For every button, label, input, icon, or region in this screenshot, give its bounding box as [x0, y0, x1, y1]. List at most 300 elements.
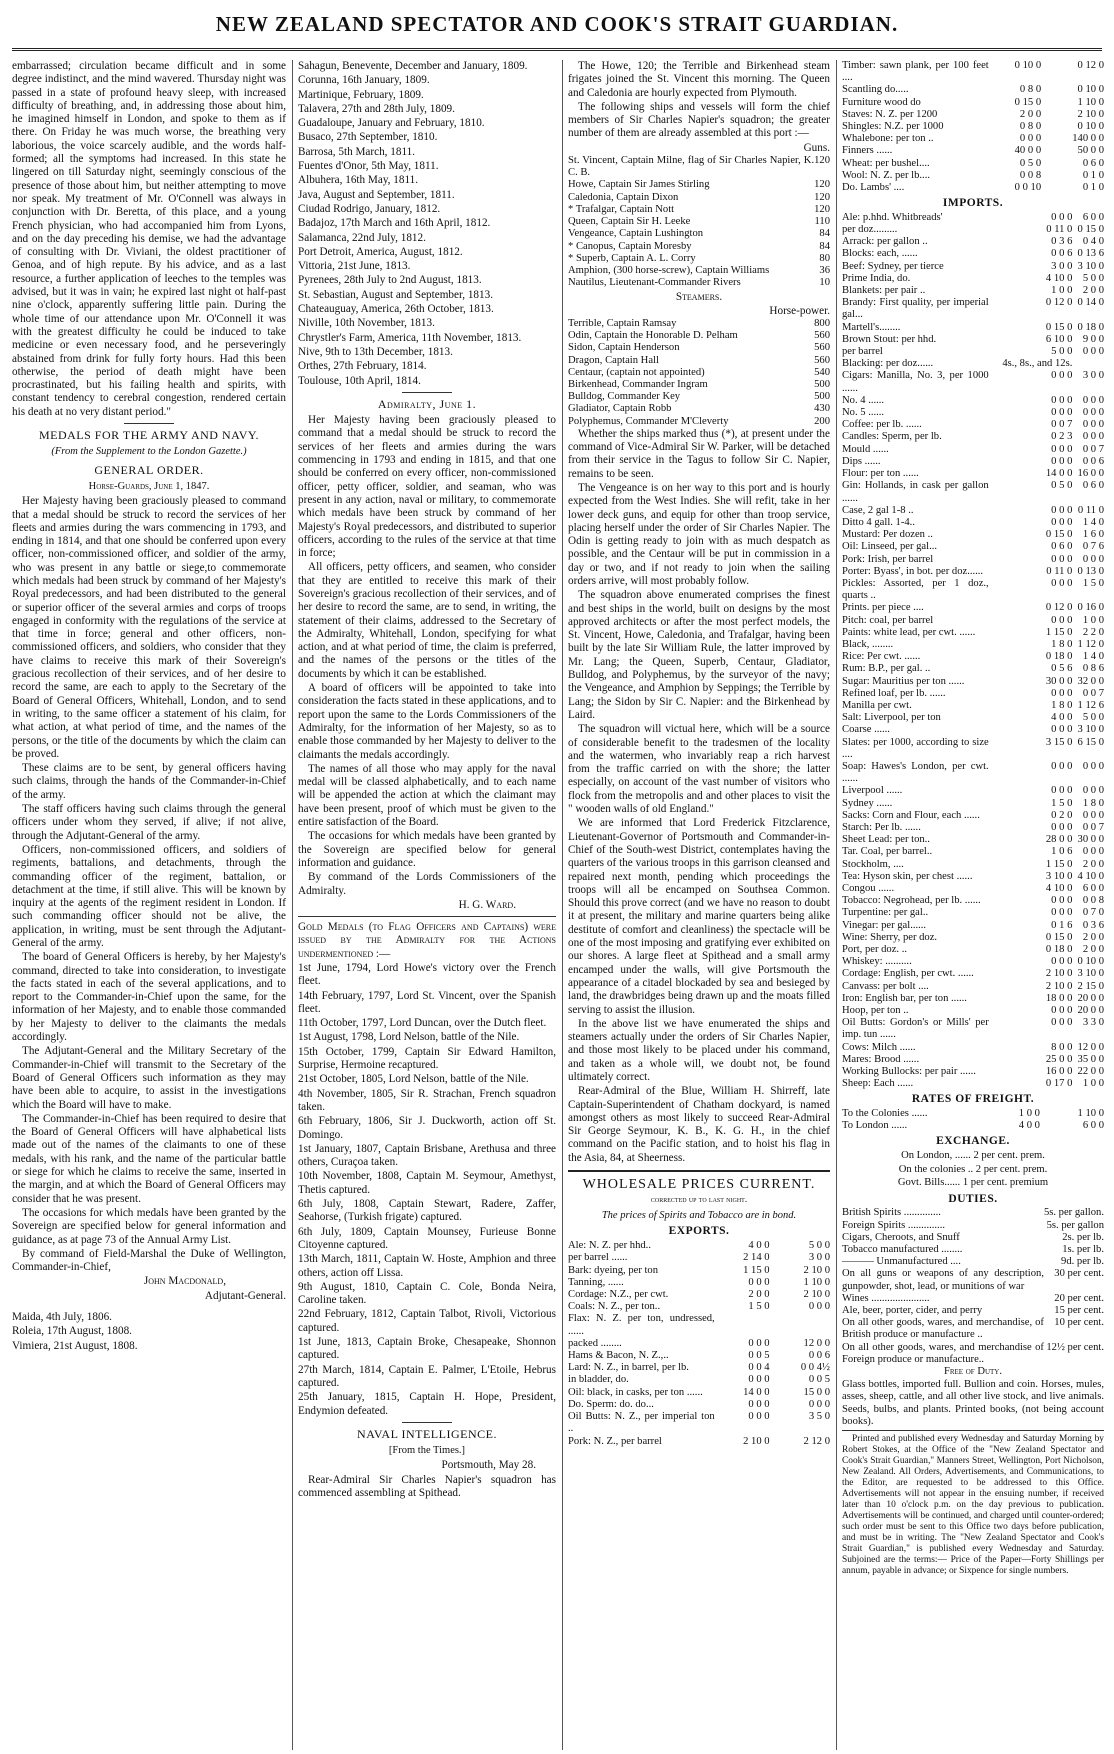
list-item: Port Detroit, America, August, 1812.	[298, 245, 463, 258]
price-row	[842, 273, 1104, 285]
column-divider	[836, 60, 837, 1750]
item-label: Sheet Lead: per ton..	[842, 834, 930, 846]
item-value: 3 10 0	[1077, 260, 1104, 272]
item-value: 1 5 0	[748, 1301, 770, 1313]
exports-title: EXPORTS.	[668, 1224, 730, 1237]
article-heading: Admiralty, June 1.	[377, 396, 477, 411]
list-item: Talavera, 27th and 28th July, 1809.	[298, 102, 455, 115]
item-value: 0 6 0	[1082, 157, 1104, 169]
item-value: 0 0 0	[1082, 785, 1104, 797]
ship-row	[568, 204, 830, 216]
list-item: Java, August and September, 1811.	[298, 188, 455, 201]
price-row	[842, 529, 1104, 541]
item-label: in bladder, do.	[568, 1374, 629, 1386]
item-label: British Spirits ..............	[842, 1207, 941, 1219]
article-heading: MEDALS FOR THE ARMY AND NAVY.	[38, 428, 260, 443]
item-value: 1 0 0	[1082, 1078, 1104, 1090]
price-row	[842, 248, 1104, 260]
order-title: GENERAL ORDER.	[94, 462, 204, 477]
price-row	[568, 1252, 830, 1264]
price-row	[842, 602, 1104, 614]
article-text: The following ships and vessels will form the chief members of Sir Charles Napier's squadron; the greater number of them are already assembled at this port :—	[568, 100, 830, 140]
item-label: Oil: Linseed, per gal...	[842, 541, 938, 553]
steamer-row	[568, 355, 830, 367]
item-value: 1 15 0	[743, 1264, 770, 1276]
item-label: Cigars: Manilla, No. 3, per 1000 ......	[842, 370, 989, 394]
item-value: 560	[814, 354, 830, 366]
exchange-item: Govt. Bills...... 1 per cent. premium	[897, 1177, 1049, 1189]
item-label: * Canopus, Captain Moresby	[568, 240, 692, 252]
steamer-row	[568, 318, 830, 330]
item-label: Polyphemus, Commander M'Cleverty	[568, 415, 729, 427]
free-label: Free of Duty.	[943, 1366, 1003, 1378]
price-row	[842, 688, 1104, 700]
item-label: Coarse ......	[842, 724, 890, 736]
article-text: embarrassed; circulation became difficult and in some degree indistinct, and the mind wavered. Thursday night was passed in a state of profound heavy sleep, with increased difficulty of breathing, and, in addressing those about him, he imagined himself in London, and spoke to them as if there. On Friday he was much worse, the breathing very laborious, the voice scarcely audible, and the words half-formed; all the symptoms had increased. In this state he lingered on till Saturday night, seemingly conscious of the presence of those about him, but neither attempting to move nor speak. My treatment of Mr. O'Connell was always in conjunction with Dr. Beretta, of this place, and a young French physician, who had accompanied him from Lyons, and on the day preceding his demise, we had the advantage of consulting with Dr. Viviani, the oldest practitioner of Genoa, and of high repute. By his advice, and as a last resource, a further application of leeches to the temples was advised, but it was in vain; he expired last night ot half-past nine o'clock, apparently suffering little pain. During the whole time of our attendance upon Mr. O'Connell it was with the greatest difficulty he could be induced to take medicine or even necessary food, and he perseveringly abstained from drink for fully forty hours. Had this been otherwise, the period of death might have been procrastinated, but his failing health and spirits, with constant tendency to cerebral congestion, rendered certain his death at no very distant period."	[12, 60, 286, 418]
article-text: The occasions for which medals have been granted by the Sovereign are specified below for general information and guidance, as at page 73 of the Annual Army List.	[12, 1206, 286, 1246]
item-value: 25 0 0	[1045, 1053, 1073, 1065]
item-value: 0 16 0	[1077, 602, 1104, 614]
imports-table	[842, 212, 1104, 1091]
item-value: 0 2 0	[1051, 809, 1073, 821]
exchange-list	[842, 1150, 1104, 1190]
item-value: 1 4 0	[1082, 651, 1104, 663]
list-item: Maida, 4th July, 1806.	[12, 1311, 112, 1324]
item-value: 0 5 0	[1051, 480, 1073, 492]
item-value: 80	[819, 252, 830, 264]
duties-title: DUTIES.	[948, 1192, 998, 1205]
list-item: 22nd February, 1812, Captain Talbot, Rivoli, Victorious captured.	[298, 1308, 556, 1334]
item-label: Canvass: per bolt ....	[842, 980, 929, 992]
price-row	[568, 1313, 830, 1337]
item-label: Brandy: First quality, per imperial gal...	[842, 297, 989, 321]
item-value: 6 0 0	[1082, 211, 1104, 223]
item-value: 0 0 0	[1051, 956, 1073, 968]
item-label: On all guns or weapons of any description, gunpowder, shot, lead, or munitions of war	[842, 1268, 1044, 1292]
freight-title: RATES OF FREIGHT.	[911, 1093, 1035, 1106]
list-item: 6th February, 1806, Sir J. Duckworth, action off St. Domingo.	[298, 1115, 556, 1141]
item-value: 120	[814, 203, 830, 215]
duties-table	[842, 1207, 1104, 1366]
item-value: 3 3 0	[1082, 1017, 1104, 1029]
price-row	[842, 212, 1104, 224]
item-label: Tobacco manufactured ........	[842, 1244, 963, 1256]
item-value: 2 2 0	[1082, 626, 1104, 638]
freight-table	[842, 1108, 1104, 1132]
item-label: Martell's........	[842, 321, 901, 333]
price-row	[842, 261, 1104, 273]
item-value: 6 0 0	[1082, 1120, 1104, 1132]
ship-row	[568, 155, 830, 179]
item-label: ——— Unmanufactured ....	[842, 1256, 961, 1268]
price-row	[842, 566, 1104, 578]
article-text: Rear-Admiral Sir Charles Napier's squadron has commenced assembling at Spithead.	[298, 1473, 556, 1499]
item-value: 0 0 7	[1051, 419, 1073, 431]
price-row	[568, 1350, 830, 1362]
item-value: 0 0 7	[1082, 821, 1104, 833]
item-value: 14 0 0	[1045, 468, 1073, 480]
item-value: 0 0 0	[1051, 516, 1073, 528]
item-value: 0 0 0	[1082, 553, 1104, 565]
price-row	[568, 1387, 830, 1399]
timber-table	[842, 60, 1104, 194]
price-row	[568, 1265, 830, 1277]
price-row	[842, 993, 1104, 1005]
masthead	[0, 0, 1114, 46]
item-value: 3 15 0	[1045, 736, 1073, 748]
item-label: Caledonia, Captain Dixon	[568, 191, 679, 203]
item-value: 30 0 0	[1045, 675, 1073, 687]
article-source: (From the Supplement to the London Gazette.)	[51, 446, 247, 458]
item-label: Timber: sawn plank, per 100 feet ....	[842, 60, 989, 84]
list-item: Orthes, 27th February, 1814.	[298, 360, 427, 373]
item-label: No. 4 ......	[842, 394, 885, 406]
item-value: 0 0 0	[1082, 760, 1104, 772]
price-row	[842, 737, 1104, 761]
item-label: Paints: white lead, per cwt. ......	[842, 626, 976, 638]
item-value: 0 6 0	[1051, 541, 1073, 553]
item-value: 120	[814, 179, 830, 191]
item-label: Whiskey: ..........	[842, 956, 912, 968]
item-value: 0 0 0	[748, 1337, 770, 1349]
article-text: By command of the Lords Commissioners of the Admiralty.	[298, 871, 556, 897]
item-value: 0 0 0	[748, 1411, 770, 1423]
item-value: 200	[814, 415, 830, 427]
item-label: Ale, beer, porter, cider, and perry	[842, 1305, 983, 1317]
item-label: Wines ......................	[842, 1292, 930, 1304]
price-row	[842, 761, 1104, 785]
ship-row	[568, 192, 830, 204]
item-value: 0 13 6	[1077, 248, 1104, 260]
item-value: 0 0 0	[808, 1398, 830, 1410]
signature: John Macdonald,	[143, 1275, 226, 1288]
item-label: Slates: per 1000, according to size ....	[842, 736, 989, 760]
item-value: 0 0 0	[1051, 907, 1073, 919]
item-value: 8 0 0	[1051, 1041, 1073, 1053]
article-text: Her Majesty having been graciously pleased to command that a medal should be struck to record the services of her fleets and armies during the wars commencing in 1793 and ending in 1815, and that one should be conferred on every officer, non-commissioned officer, petty officer, soldier, and seaman, who was present in any action, naval or military, to commemorate which medals have been struck by command of her Majesty's Royal predecessors, and distributed to superior officers, according to the rules of the service at that time in force;	[298, 414, 556, 560]
item-label: Blacking: per doz......	[842, 358, 934, 370]
item-value: 84	[819, 240, 830, 252]
divider	[402, 1422, 452, 1423]
item-value: 0 0 0	[1051, 724, 1073, 736]
divider	[124, 423, 174, 424]
item-label: Terrible, Captain Ramsay	[568, 317, 677, 329]
item-label: Bark: dyeing, per ton	[568, 1264, 659, 1276]
item-label: * Trafalgar, Captain Nott	[568, 203, 675, 215]
item-value: 1 4 0	[1082, 516, 1104, 528]
list-item: Salamanca, 22nd July, 1812.	[298, 231, 426, 244]
list-item: 21st October, 1805, Lord Nelson, battle of the Nile.	[298, 1073, 529, 1086]
price-row	[842, 145, 1104, 157]
price-row	[842, 676, 1104, 688]
steamer-row	[568, 367, 830, 379]
item-value: 0 0 5	[748, 1350, 770, 1362]
item-value: 1 5 0	[1082, 577, 1104, 589]
item-value: 0 0 6	[1082, 455, 1104, 467]
item-value: 0 0 4½	[800, 1362, 830, 1374]
price-row	[568, 1399, 830, 1411]
item-label: Ale: N. Z. per hhd..	[568, 1240, 651, 1252]
item-label: Pitch: coal, per barrel	[842, 614, 934, 626]
item-value: 430	[814, 403, 830, 415]
item-label: Brown Stout: per hhd.	[842, 333, 937, 345]
item-value: 5s. per gallon.	[1043, 1207, 1104, 1219]
item-label: Oil: black, in casks, per ton ......	[568, 1386, 703, 1398]
item-value: 0 4 0	[1082, 236, 1104, 248]
item-value: 5s. per gallon	[1046, 1219, 1104, 1231]
price-row	[568, 1301, 830, 1313]
item-value: 1 10 0	[1077, 96, 1104, 108]
duty-row	[842, 1317, 1104, 1341]
guns-label: Guns.	[803, 141, 830, 154]
item-label: Prints. per piece ....	[842, 602, 924, 614]
item-value: 0 0 0	[1051, 553, 1073, 565]
item-label: Black, ........	[842, 638, 894, 650]
item-value: 0 0 0	[1019, 133, 1042, 145]
price-row	[842, 712, 1104, 724]
item-value: 6 10 0	[1045, 333, 1073, 345]
item-value: 0 15 0	[1045, 321, 1073, 333]
item-value: 4s., 8s., and 12s.	[1002, 358, 1073, 370]
item-label: Flax: N. Z. per ton, undressed, ......	[568, 1313, 715, 1337]
item-value: 9 0 0	[1082, 333, 1104, 345]
list-item: 1st June, 1794, Lord Howe's victory over the French fleet.	[298, 962, 556, 988]
item-label: On all other goods, wares, and merchandise, of British produce or manufacture ..	[842, 1317, 1044, 1341]
duty-row	[842, 1268, 1104, 1292]
item-value: 0 11 0	[1077, 504, 1104, 516]
price-row	[842, 700, 1104, 712]
price-row	[842, 541, 1104, 553]
item-value: 0 0 0	[1082, 809, 1104, 821]
item-label: Gin: Hollands, in cask per gallon ......	[842, 480, 989, 504]
list-item: Pyrenees, 28th July to 2nd August, 1813.	[298, 274, 482, 287]
price-row	[842, 170, 1104, 182]
article-dateline: Portsmouth, May 28.	[441, 1459, 536, 1472]
item-label: Birkenhead, Commander Ingram	[568, 378, 708, 390]
item-value: 0 0 0	[1051, 370, 1073, 382]
steamers-label: Steamers.	[675, 291, 723, 304]
item-label: Case, 2 gal 1-8 ..	[842, 504, 914, 516]
item-value: 0 0 5	[808, 1374, 830, 1386]
price-row	[842, 346, 1104, 358]
item-value: 12 0 0	[1077, 1041, 1104, 1053]
article-text: The board of General Officers is hereby, by her Majesty's command, directed to take into consideration, to investigate the facts stated in each of the several applications, and to report to the Commander-in-Chief upon the same, for the information of her Majesty, and to enable those commanded by her Majesty to deliver to the claimants the medals accordingly.	[12, 951, 286, 1044]
item-value: 2 15 0	[1077, 980, 1104, 992]
price-row	[842, 109, 1104, 121]
item-label: Candles: Sperm, per lb.	[842, 431, 942, 443]
item-value: 0 0 0	[1082, 431, 1104, 443]
price-row	[842, 1078, 1104, 1090]
price-row	[842, 639, 1104, 651]
item-label: Coffee: per lb. ......	[842, 419, 922, 431]
item-label: Mould ......	[842, 443, 889, 455]
duty-row	[842, 1220, 1104, 1232]
steamer-row	[568, 342, 830, 354]
item-value: 0 1 0	[1082, 182, 1104, 194]
item-label: To the Colonies ......	[842, 1108, 928, 1120]
item-label: Dips ......	[842, 455, 881, 467]
item-label: Tanning, ......	[568, 1276, 624, 1288]
item-label: Amphion, (300 horse-screw), Captain Williams	[568, 264, 770, 276]
item-value: 15 0 0	[803, 1386, 830, 1398]
item-value: 0 10 0	[1014, 60, 1042, 71]
ship-row	[568, 265, 830, 277]
article-text: The staff officers having such claims through the general officers under whom they served, if alive; if not alive, through the Adjutant-General of the army.	[12, 803, 286, 842]
list-item: Ciudad Rodrigo, January, 1812.	[298, 202, 441, 215]
item-value: 0 0 7	[1082, 687, 1104, 699]
item-value: 0 0 0	[1051, 1017, 1073, 1029]
article-text: The squadron will victual here, which will be a source of considerable benefit to the tradesmen of the locality and the watermen, who invariably reap a rich harvest from the traffic carried on with the shore; the latter especially, on account of the vast number of visitors who flock from the metropolis and and other places to visit the " wooden walls of old England."	[568, 723, 830, 816]
item-value: 3 0 0	[1082, 370, 1104, 382]
article-source: [From the Times.]	[388, 1445, 466, 1457]
steamer-row	[568, 416, 830, 428]
item-value: 4 10 0	[1077, 870, 1104, 882]
price-row	[842, 724, 1104, 736]
item-label: Mustard: Per dozen ..	[842, 529, 933, 541]
item-value: 0 0 0	[1051, 407, 1073, 419]
item-value: 3 10 0	[1077, 968, 1104, 980]
order-dateline: Horse-Guards, June 1, 1847.	[88, 480, 210, 492]
item-label: Oil Butts: Gordon's or Mills' per imp. tun ......	[842, 1017, 989, 1041]
item-value: 30 per cent.	[1054, 1268, 1104, 1280]
item-value: 500	[814, 391, 830, 403]
item-label: Liverpool ......	[842, 785, 903, 797]
article-text: Officers, non-commissioned officers, and soldiers of regiments, battalions, and detachments, through the commanding officer of the regiment, battalion, or detachment at the time, if still alive. This will be known by inquiry at the agents of the regiment resident in London. If such commanding officer should not be alive, the application, in writing, must be sent through the Adjutant-General of the army.	[12, 843, 286, 949]
item-label: Flour: per ton ......	[842, 468, 919, 480]
item-value: 0 11 0	[1046, 565, 1073, 577]
price-row	[842, 133, 1104, 145]
item-label: Congou ......	[842, 883, 895, 894]
item-value: 2 10 0	[743, 1435, 770, 1447]
item-value: 0 0 0	[1082, 394, 1104, 406]
gold-medal-list	[298, 962, 556, 1418]
item-label: Sacks: Corn and Flour, each ......	[842, 809, 980, 821]
item-label: Sidon, Captain Henderson	[568, 342, 680, 354]
list-item: 10th November, 1808, Captain M. Seymour, Amethyst, Thetis captured.	[298, 1170, 556, 1196]
item-value: 0 18 0	[1045, 944, 1073, 956]
item-value: 2 12 0	[803, 1435, 830, 1447]
article-text: All officers, petty officers, and seamen, who consider that they are entitled to receive this mark of their Sovereign's gracious recollection of their services, and of her desire to record the same, are to send, in writing, the statement of their claims, addressed to the Secretary of the Admiralty, Whitehall, London, specifying for what action, and at what period of time, the claim is preferred, and the names of the persons or the titles of the documents by which it can be established.	[298, 561, 556, 680]
price-row	[842, 158, 1104, 170]
item-value: 800	[814, 317, 830, 329]
list-item: St. Sebastian, August and September, 1813.	[298, 288, 494, 301]
item-label: Oil Butts: N. Z., per imperial ton ..	[568, 1411, 715, 1435]
item-label: Pork: N. Z., per barrel	[568, 1435, 662, 1447]
list-item: 27th March, 1814, Captain E. Palmer, L'Etoile, Hebrus captured.	[298, 1363, 556, 1389]
item-value: 3 10 0	[1045, 870, 1073, 882]
column-1	[12, 60, 286, 1750]
price-row	[842, 297, 1104, 321]
duty-row	[842, 1232, 1104, 1244]
item-value: 0 0 0	[1051, 614, 1073, 626]
item-value: 0 0 0	[1082, 846, 1104, 858]
item-label: Pickles: Assorted, per 1 doz., quarts ..	[842, 577, 989, 602]
article-text: These claims are to be sent, by general officers having such claims, through the hands of the Commander-in-Chief of the army.	[12, 762, 286, 801]
item-value: 15 per cent.	[1054, 1305, 1104, 1317]
article-text: The squadron above enumerated comprises the finest and best ships in the world, built on designs by the most approved architects or after the most perfect models, the St. Vincent, Howe, Caledonia, and Trafalgar, having been built by the late Sir William Rule, the latter improved by Mr. Lang; the Queen, Superb, Centaur, Gladiator, Bulldog, and Polyphemus, by the surveyor of the navy; the Vengeance, and Amphion by Seppings; the Terrible by Lang; the Sidon by Sir C. Napier: and the Birkenhead by Laird.	[568, 589, 830, 721]
item-value: 0 0 0	[1051, 687, 1073, 699]
item-value: 3 10 0	[1077, 724, 1104, 736]
list-item: 15th October, 1799, Captain Sir Edward Hamilton, Surprise, Hermoine recaptured.	[298, 1045, 556, 1072]
item-value: 1 12 0	[1077, 638, 1104, 650]
ship-row	[568, 241, 830, 253]
duty-row	[842, 1293, 1104, 1305]
item-value: 0 7 6	[1082, 541, 1104, 553]
item-value: 30 0 0	[1077, 834, 1104, 846]
article-text: The Howe, 120; the Terrible and Birkenhead steam frigates joined the St. Vincent this morning. The Queen and Caledonia are hourly expected from Plymouth.	[568, 60, 830, 99]
price-row	[842, 456, 1104, 468]
item-value: 1 15 0	[1045, 858, 1073, 870]
item-value: 2 10 0	[1045, 968, 1073, 980]
item-value: 12 0 0	[803, 1337, 830, 1349]
item-value: 1 0 6	[1051, 846, 1073, 858]
item-label: Blankets: per pair ..	[842, 285, 926, 297]
item-value: 1 8 0	[1082, 797, 1104, 809]
duty-row	[842, 1256, 1104, 1268]
item-value: 0 0 0	[1051, 785, 1073, 797]
price-row	[842, 822, 1104, 834]
duty-row	[842, 1207, 1104, 1219]
article-text: Her Majesty having been graciously pleased to command that a medal should be struck to record the services of her fleets and armies during the wars commencing in 1793, and ending in 1814, and that one should be conferred upon every officer, non-commissioned officer, and soldier of the army, who was present in any battle or siege,to commemorate which medals had been struck by command of her Majesty's Royal predecessors, and had been distributed to the general or superior officer of the several armies and corps of troops engaged in conformity with the regulations of the service at that time in force; general and other officers, non-commissioned officers, and soldiers, who consider that they have claims to receive this mark of their Sovereign's gracious recollection of their services, and of her desire to record the same, are each to apply to the Secretary of the Board of General Officers, Whitehall, London, and to send in writing, to the same officer a statement of his claim, for what action, at what period of time, and the names of the persons, or the title of the documents by which the claim can be proved.	[12, 495, 286, 760]
item-value: 10 per cent.	[1054, 1317, 1104, 1329]
price-row	[842, 285, 1104, 297]
item-value: 0 0 0	[1051, 455, 1073, 467]
item-label: Salt: Liverpool, per ton	[842, 712, 941, 724]
article-text: By command of Field-Marshal the Duke of Wellington, Commander-in-Chief,	[12, 1247, 286, 1274]
price-row	[842, 334, 1104, 346]
list-item: 1st June, 1813, Captain Broke, Chesapeake, Shonnon captured.	[298, 1336, 556, 1362]
item-value: 2 0 0	[1082, 944, 1104, 956]
price-row	[842, 883, 1104, 895]
list-item: Niville, 10th November, 1813.	[298, 317, 435, 330]
item-value: 0 3 6	[1082, 919, 1104, 931]
price-row	[842, 358, 1104, 370]
item-label: Tar. Coal, per barrel..	[842, 846, 933, 858]
item-label: Rice: Per cwt. ......	[842, 651, 921, 663]
item-value: 1 5 0	[1051, 797, 1073, 809]
price-row	[842, 517, 1104, 529]
item-value: 5 0 0	[808, 1240, 830, 1252]
item-label: Whalebone: per ton ..	[842, 133, 934, 145]
item-label: Cordage: N.Z., per cwt.	[568, 1289, 669, 1301]
list-item: Guadaloupe, January and February, 1810.	[298, 117, 485, 130]
price-row	[842, 859, 1104, 871]
price-row	[842, 944, 1104, 956]
item-value: 2 10 0	[803, 1264, 830, 1276]
item-value: 5 0 0	[1082, 712, 1104, 724]
item-value: 0 5 6	[1051, 663, 1073, 675]
item-label: Wine: Sherry, per doz.	[842, 931, 938, 943]
item-label: Soap: Hawes's London, per cwt. ......	[842, 760, 989, 785]
item-label: Rum: B.P., per gal. ..	[842, 663, 931, 675]
article-text: The Commander-in-Chief has been required to desire that the Board of General Officers will have alphabetical lists made out of the names of the claimants to one of these medals, with his rank, and the name of the particular battle or siege for which he claims to receive the same, inserted in the margin, and at which the Board of General Officers may consider that he was present.	[12, 1112, 286, 1205]
prices-note: The prices of Spirits and Tobacco are in bond.	[601, 1209, 797, 1221]
item-label: Sheep: Each ......	[842, 1078, 914, 1090]
item-value: 4 0 0	[1018, 1120, 1040, 1132]
item-value: 5 0 0	[1051, 346, 1073, 358]
item-label: Mares: Brood ......	[842, 1053, 920, 1065]
item-label: packed ........	[568, 1337, 622, 1349]
item-label: Stockholm, ....	[842, 858, 904, 870]
column-divider	[562, 60, 563, 1750]
signature-title: Adjutant-General.	[204, 1289, 286, 1302]
article-text: Rear-Admiral of the Blue, William H. Shirreff, late Captain-Superintendent of Chatham dockyard, is named amongst others as most likely to succeed Rear-Admiral Sir George Seymour, K. B., K. G. H., in the chief command on the Pacific station, and to hoist his flag in the Asia, 84, at Sheerness.	[568, 1085, 830, 1164]
item-label: Working Bullocks: per pair ......	[842, 1066, 976, 1078]
item-label: Howe, Captain Sir James Stirling	[568, 179, 710, 191]
item-label: Vengeance, Captain Lushington	[568, 228, 704, 240]
exchange-title: EXCHANGE.	[936, 1135, 1010, 1148]
item-value: 0 0 0	[1082, 407, 1104, 419]
